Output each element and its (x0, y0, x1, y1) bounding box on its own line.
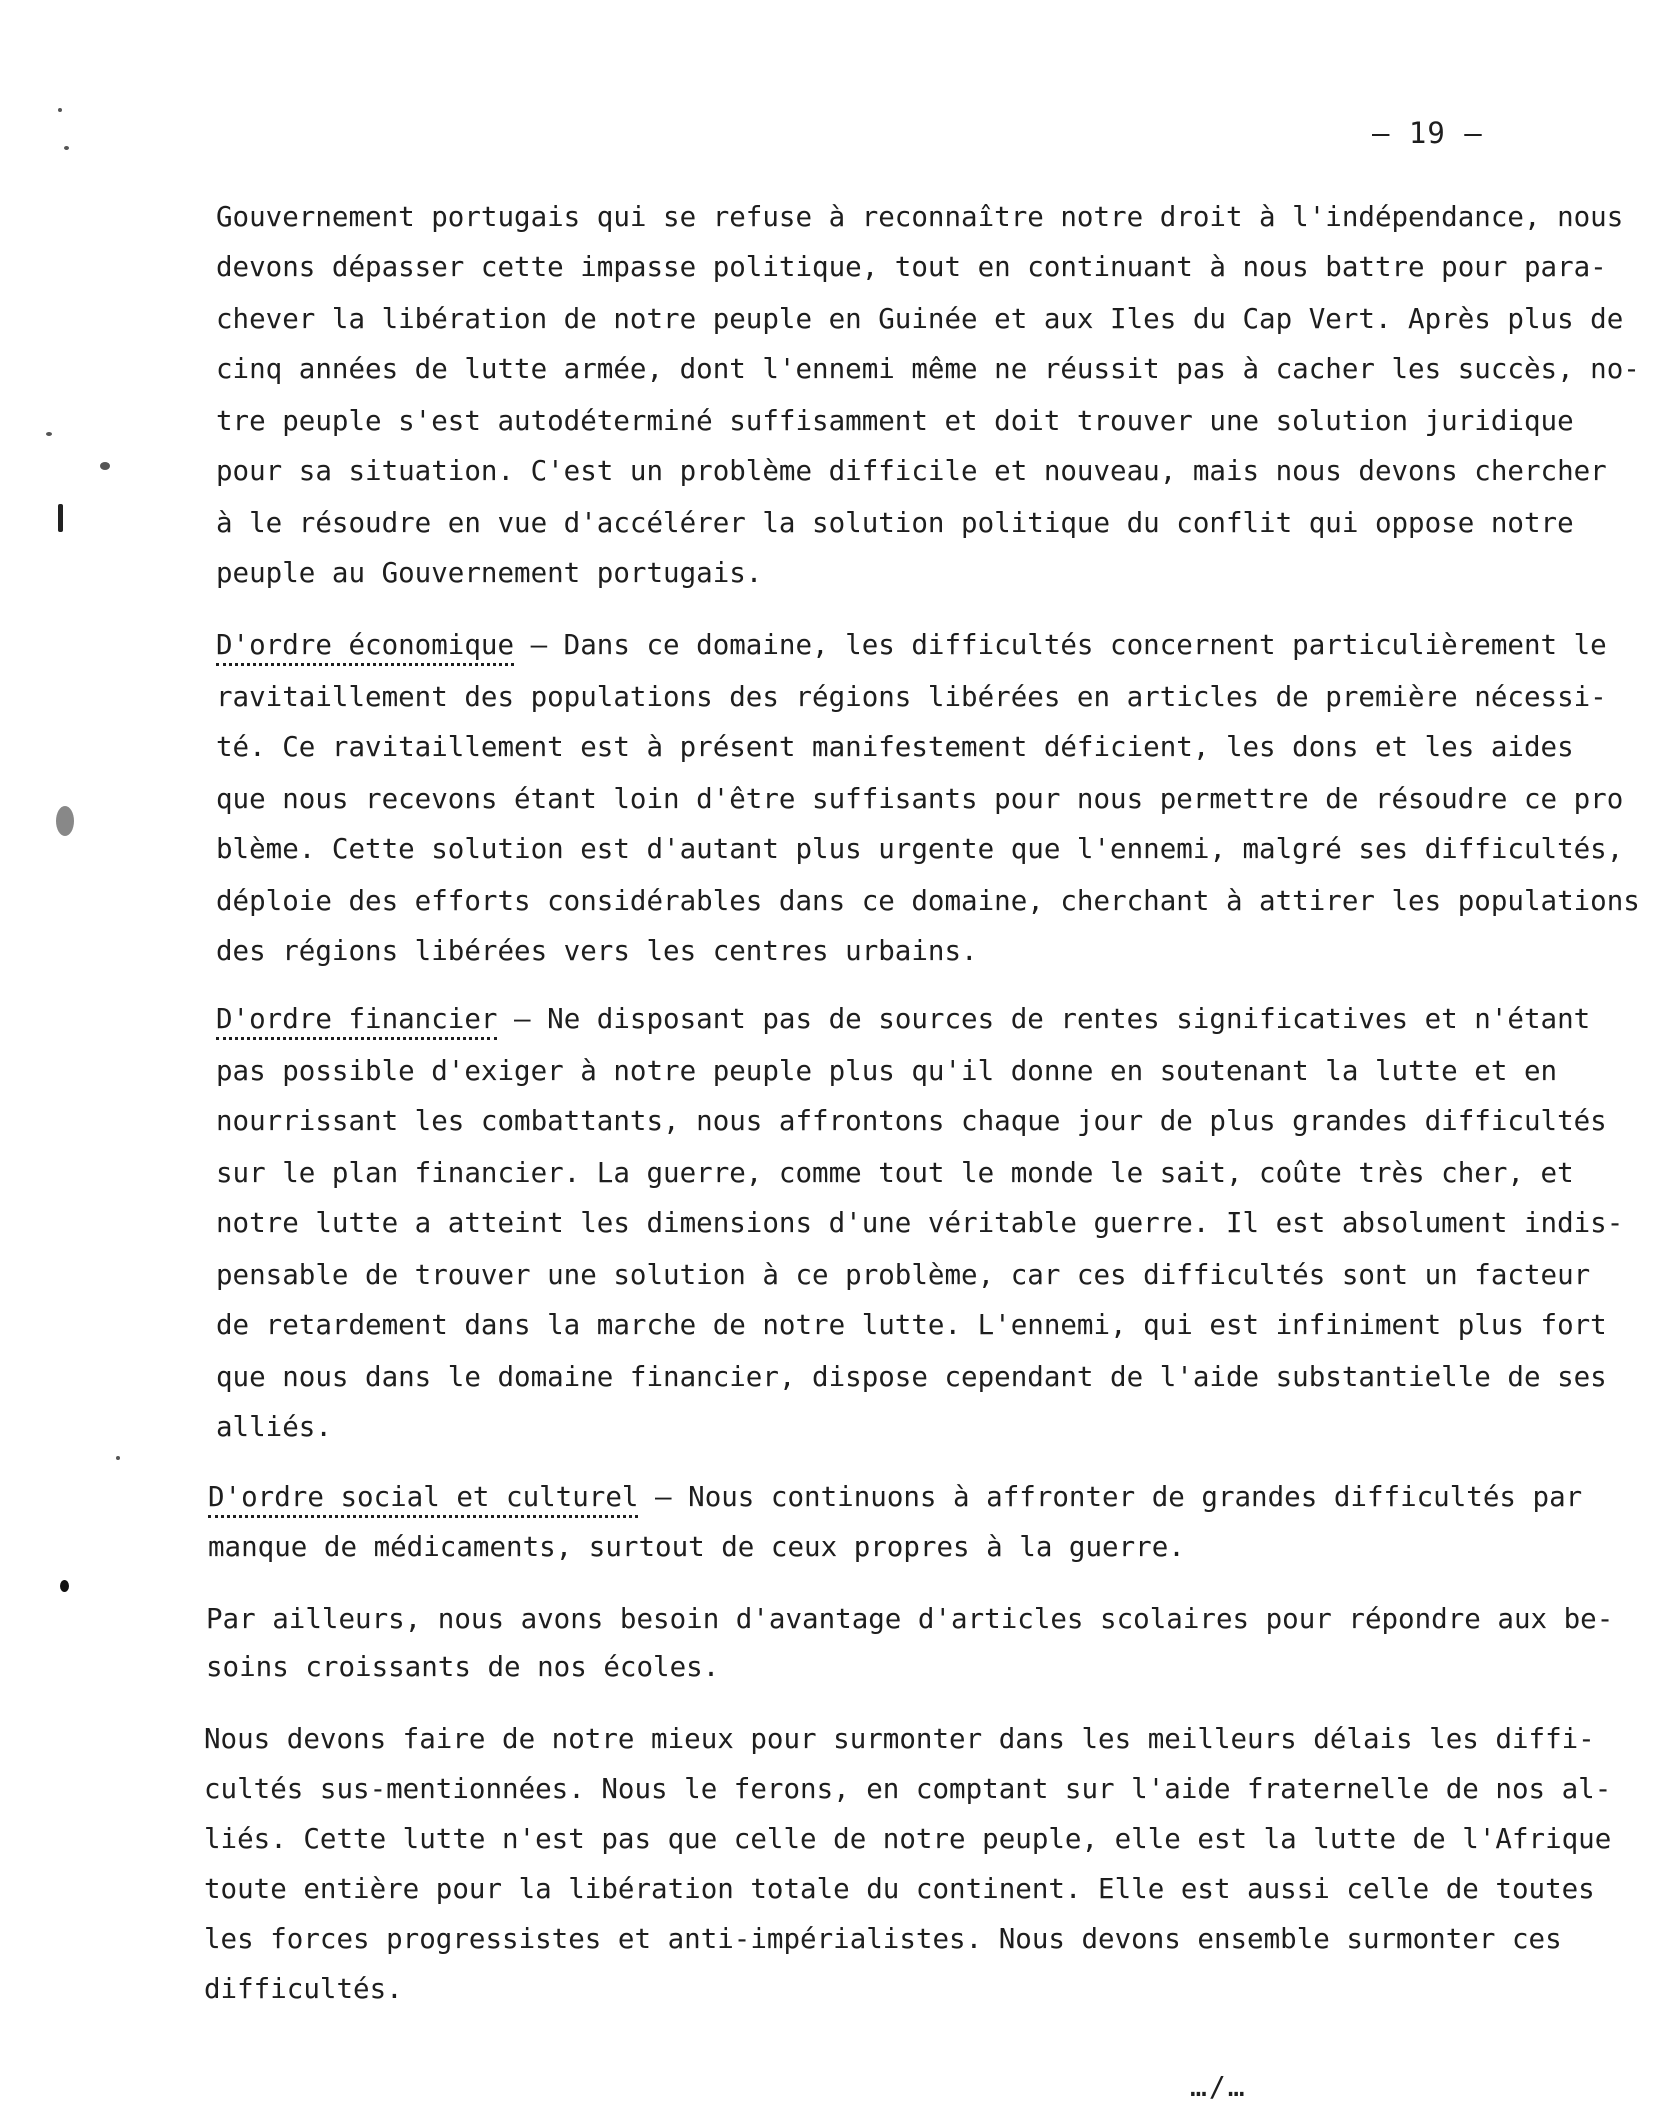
text-line: les forces progressistes et anti-impérialistes. Nous devons ensemble surmonter ces (204, 1923, 1562, 1955)
scan-speck (56, 806, 74, 836)
text-line: blème. Cette solution est d'autant plus urgente que l'ennemi, malgré ses difficultés, (216, 833, 1624, 865)
text-line: que nous dans le domaine financier, dispose cependant de l'aide substantielle de ses (216, 1361, 1607, 1393)
text-line (208, 1480, 1582, 1514)
text-line: sur le plan financier. La guerre, comme tout le monde le sait, coûte très cher, et (216, 1157, 1574, 1189)
text-line: pensable de trouver une solution à ce problème, car ces difficultés sont un facteur (216, 1259, 1591, 1291)
text-line: alliés. (216, 1411, 332, 1443)
heading-rest: – Nous continuons à affronter de grandes difficultés par (638, 1481, 1583, 1513)
text-line (216, 1002, 1590, 1036)
scan-speck (116, 1456, 120, 1460)
text-line: difficultés. (204, 1973, 403, 2005)
text-line: nourrissant les combattants, nous affrontons chaque jour de plus grandes difficultés (216, 1105, 1607, 1137)
page-number: – 19 – (1372, 116, 1483, 150)
scan-speck (58, 108, 62, 112)
text-line: déploie des efforts considérables dans ce domaine, cherchant à attirer les populations (216, 885, 1640, 917)
section-heading-economique: D'ordre économique (216, 629, 514, 666)
text-line: à le résoudre en vue d'accélérer la solution politique du conflit qui oppose notre (216, 507, 1574, 539)
text-line: devons dépasser cette impasse politique, tout en continuant à nous battre pour para- (216, 251, 1607, 283)
heading-rest: – Ne disposant pas de sources de rentes significatives et n'étant (497, 1003, 1591, 1035)
text-line: soins croissants de nos écoles. (206, 1651, 720, 1683)
text-line: manque de médicaments, surtout de ceux propres à la guerre. (208, 1531, 1185, 1563)
scan-speck (58, 504, 63, 532)
text-line: Par ailleurs, nous avons besoin d'avantage d'articles scolaires pour répondre aux be- (206, 1603, 1614, 1635)
heading-rest: – Dans ce domaine, les difficultés concernent particulièrement le (514, 629, 1607, 661)
scan-speck (46, 432, 52, 436)
section-heading-financier: D'ordre financier (216, 1003, 497, 1040)
text-line: peuple au Gouvernement portugais. (216, 557, 763, 589)
scan-speck (100, 462, 110, 470)
text-line: cultés sus-mentionnées. Nous le ferons, en comptant sur l'aide fraternelle de nos al- (204, 1773, 1612, 1805)
text-line: pour sa situation. C'est un problème difficile et nouveau, mais nous devons chercher (216, 455, 1607, 487)
text-line: Gouvernement portugais qui se refuse à reconnaître notre droit à l'indépendance, nous (216, 201, 1624, 233)
section-heading-social: D'ordre social et culturel (208, 1481, 638, 1518)
text-line: té. Ce ravitaillement est à présent manifestement déficient, les dons et les aides (216, 731, 1574, 763)
scan-speck (60, 1580, 69, 1592)
text-line: Nous devons faire de notre mieux pour surmonter dans les meilleurs délais les diffi- (204, 1723, 1595, 1755)
text-line (216, 628, 1607, 662)
text-line: tre peuple s'est autodéterminé suffisamment et doit trouver une solution juridique (216, 405, 1574, 437)
text-line: pas possible d'exiger à notre peuple plus qu'il donne en soutenant la lutte et en (216, 1055, 1558, 1087)
text-line: notre lutte a atteint les dimensions d'une véritable guerre. Il est absolument indis- (216, 1207, 1624, 1239)
text-line: cinq années de lutte armée, dont l'ennemi même ne réussit pas à cacher les succès, no- (216, 353, 1640, 385)
text-line: des régions libérées vers les centres urbains. (216, 935, 978, 967)
text-line: toute entière pour la libération totale du continent. Elle est aussi celle de toutes (204, 1873, 1595, 1905)
text-line: de retardement dans la marche de notre lutte. L'ennemi, qui est infiniment plus fort (216, 1309, 1607, 1341)
text-line: ravitaillement des populations des régions libérées en articles de première nécessi- (216, 681, 1607, 713)
scan-speck (64, 146, 69, 150)
text-line: liés. Cette lutte n'est pas que celle de notre peuple, elle est la lutte de l'Afrique (204, 1823, 1612, 1855)
text-line: chever la libération de notre peuple en Guinée et aux Iles du Cap Vert. Après plus de (216, 303, 1624, 335)
continuation-marker: …/… (1190, 2070, 1247, 2103)
text-line: que nous recevons étant loin d'être suffisants pour nous permettre de résoudre ce pro (216, 783, 1624, 815)
